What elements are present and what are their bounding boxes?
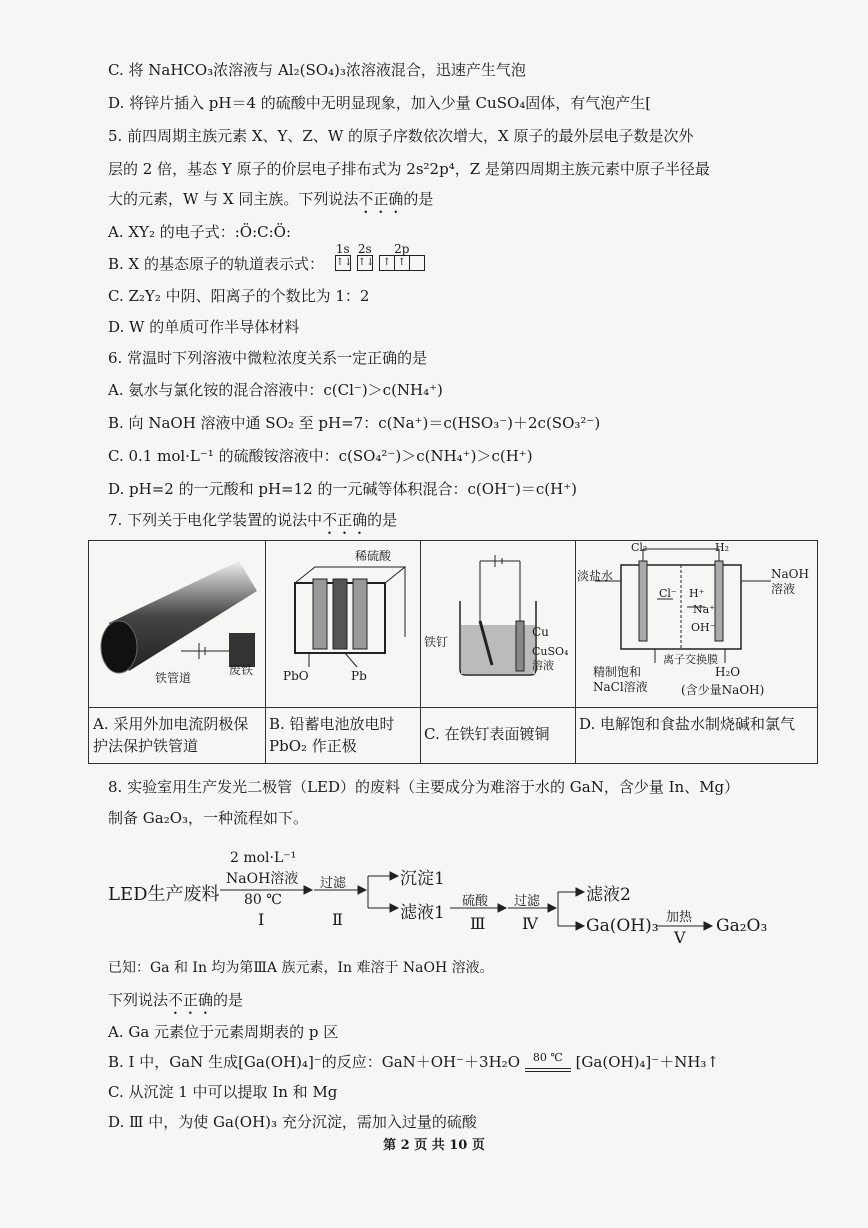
label-naoh: NaOH溶液 [771,567,809,596]
label-cuso4: CuSO₄溶液 [532,645,569,672]
label-water: H₂O [715,665,741,679]
fig7-cell-a [89,541,266,763]
flow-step4-num: Ⅳ [522,914,538,933]
flow-start: LED生产废料 [108,884,220,905]
option-b-q5: B. X 的基态原子的轨道表示式： 1s ↑↓ 2s ↑↓ 2p ↑ ↑ [108,254,431,274]
electron-formula: :Ö:C:Ö: [234,223,292,241]
label-nail: 铁钉 [424,635,449,649]
q8-line1: 8. 实验室用生产发光二极管（LED）的废料（主要成分为难溶于水的 GaN，含少量 In、Mg） [108,778,740,796]
label-na-ion: Na⁺ [693,603,715,616]
flow-step5-num: Ⅴ [674,928,686,947]
label-oh-ion: OH⁻ [691,621,716,634]
option-b-q6: B. 向 NaOH 溶液中通 SO₂ 至 pH=7：c(Na⁺)＝c(HSO₃⁻)＋2c(SO₃²⁻) [108,414,601,432]
option-a-q5: A. XY₂ 的电子式：:Ö:C:Ö: [108,223,292,241]
flow-step1-reagent: NaOH溶液 [226,871,299,887]
flow-final: Ga₂O₃ [716,916,768,936]
q8-line2: 制备 Ga₂O₃，一种流程如下。 [108,809,309,827]
label-membrane: 离子交换膜 [663,653,718,666]
q6-stem: 6. 常温时下列溶液中微粒浓度关系一定正确的是 [108,349,428,367]
label-acid: 稀硫酸 [355,549,392,563]
option-d-q8: D. Ⅲ 中，为使 Ga(OH)₃ 充分沉淀，需加入过量的硫酸 [108,1113,477,1131]
flow-step4-label: 过滤 [514,894,541,909]
label-cl-ion: Cl⁻ [659,587,677,600]
orbital-diagram: 1s ↑↓ 2s ↑↓ 2p ↑ ↑ [335,255,431,271]
option-c-q4: C. 将 NaHCO₃浓溶液与 Al₂(SO₄)₃浓溶液混合，迅速产生气泡 [108,61,526,79]
page-footer: 第 2 页 共 10 页 [383,1138,485,1153]
option-c-q6: C. 0.1 mol·L⁻¹ 的硫酸铵溶液中：c(SO₄²⁻)＞c(NH₄⁺)＞c(H⁺) [108,447,533,465]
option-d-q4: D. 将锌片插入 pH＝4 的硫酸中无明显现象，加入少量 CuSO₄固体，有气泡产生[ [108,94,652,112]
caption-c: C. 在铁钉表面镀铜 [424,725,550,743]
flow-step3-reagent: 硫酸 [462,894,489,909]
label-water-note: (含少量NaOH) [681,683,765,697]
label-pbo: PbO [283,669,309,683]
q7-figure-table [88,540,818,764]
fig7-cell-d [575,541,817,763]
flow-gaoh3: Ga(OH)₃ [586,916,659,936]
electroplating-illustration [420,541,575,707]
caption-b: B. 铅蓄电池放电时 PbO₂ 作正极 [269,715,395,755]
flow-step1-temp: 80 ℃ [244,892,282,908]
option-a-q6: A. 氨水与氯化铵的混合溶液中：c(Cl⁻)＞c(NH₄⁺) [108,381,443,399]
fig7-cell-b [265,541,421,763]
label-h-ion: H⁺ [689,587,705,600]
caption-d: D. 电解饱和食盐水制烧碱和氯气 [579,715,796,733]
flow-step1-num: Ⅰ [258,910,265,929]
q5-line1: 5. 前四周期主族元素 X、Y、Z、W 的原子序数依次增大，X 原子的最外层电子数是次外 [108,127,694,145]
label-h2: H₂ [715,541,730,554]
process-flow-diagram [108,850,788,948]
label-saturated-brine: 精制饱和NaCl溶液 [593,665,648,694]
fig7-cell-c [420,541,576,763]
label-dilute-brine: 淡盐水 [577,569,614,583]
q8-stem: 下列说法不正确的是 [108,991,244,1009]
known-info: 已知：Ga 和 In 均为第ⅢA 族元素，In 难溶于 NaOH 溶液。 [108,960,494,976]
option-c-q5: C. Z₂Y₂ 中阴、阳离子的个数比为 1：2 [108,287,370,305]
option-b-q8: B. I 中，GaN 生成[Ga(OH)₄]⁻的反应：GaN＋OH⁻＋3H₂O 80 ℃ [Ga(OH)₄]⁻＋NH₃↑ [108,1051,719,1071]
option-c-q8: C. 从沉淀 1 中可以提取 In 和 Mg [108,1083,338,1101]
q5-line2: 层的 2 倍，基态 Y 原子的价层电子排布式为 2s²2p⁴，Z 是第四周期主族元素中原子半径最 [108,160,710,178]
label-pb: Pb [351,669,367,683]
label-cu: Cu [532,625,549,639]
flow-precipitate1: 沉淀1 [400,869,445,889]
reaction-condition: 80 ℃ [525,1058,571,1072]
label-scrap: 废铁 [229,663,254,677]
flow-step1-conc: 2 mol·L⁻¹ [230,850,297,866]
option-d-q5: D. W 的单质可作半导体材料 [108,318,300,336]
option-a-q8: A. Ga 元素位于元素周期表的 p 区 [108,1023,339,1041]
flow-step5-label: 加热 [666,910,693,925]
label-pipe: 铁管道 [155,671,192,685]
flow-filtrate1: 滤液1 [400,903,445,923]
q7-stem: 7. 下列关于电化学装置的说法中不正确的是 [108,511,398,529]
flow-step3-num: Ⅲ [470,914,486,933]
flow-filtrate2: 滤液2 [586,885,631,905]
option-d-q6: D. pH=2 的一元酸和 pH=12 的一元碱等体积混合：c(OH⁻)＝c(H⁺) [108,480,577,498]
flow-step2-num: Ⅱ [332,910,343,929]
label-cl2: Cl₂ [631,541,648,554]
caption-a: A. 采用外加电流阴极保护法保护铁管道 [93,715,249,755]
flow-step2-label: 过滤 [320,876,347,891]
q5-line3: 大的元素，W 与 X 同主族。下列说法不正确的是 [108,190,434,208]
